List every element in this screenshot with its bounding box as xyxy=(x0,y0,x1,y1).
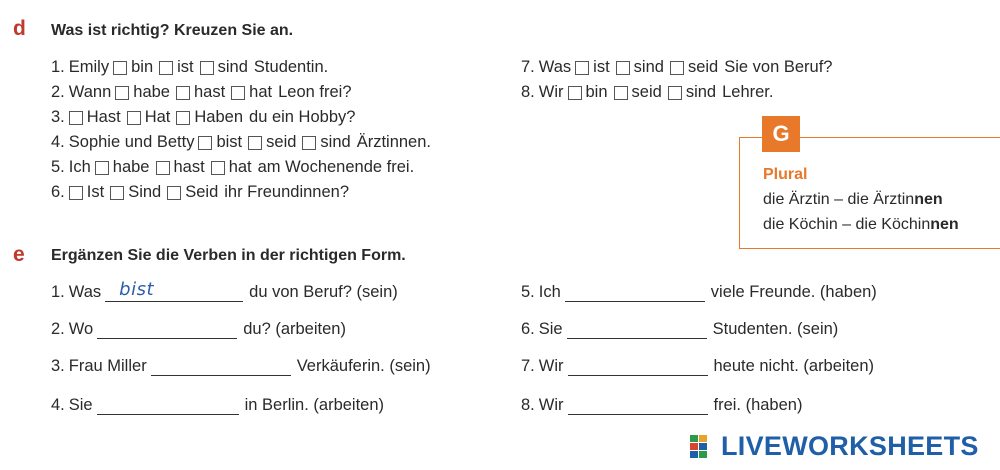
checkbox-exercise-line xyxy=(521,58,836,77)
option-label: Sind xyxy=(128,183,162,201)
option-label: hast xyxy=(173,158,205,176)
option-label: bin xyxy=(131,58,154,76)
fill-in-exercise-line xyxy=(521,396,806,415)
item-rest: Studenten. (sein) xyxy=(712,320,839,338)
checkbox[interactable] xyxy=(156,161,170,175)
item-subject: Frau Miller xyxy=(68,357,147,375)
item-subject: Wir xyxy=(538,396,564,414)
item-rest: heute nicht. (arbeiten) xyxy=(713,357,875,375)
checkbox[interactable] xyxy=(302,136,316,150)
item-number: 8. xyxy=(521,83,535,101)
item-number: 4. xyxy=(51,133,65,151)
checkbox[interactable] xyxy=(198,136,212,150)
item-number: 7. xyxy=(521,357,535,375)
item-number: 3. xyxy=(51,357,65,375)
item-subject: Was xyxy=(538,58,572,76)
fill-in-exercise-line xyxy=(51,320,350,339)
fill-in-exercise-line xyxy=(521,320,842,339)
option-sind[interactable] xyxy=(200,58,248,77)
option-hast[interactable] xyxy=(156,158,205,177)
checkbox[interactable] xyxy=(95,161,109,175)
fill-in-exercise-line xyxy=(521,283,881,302)
item-number: 2. xyxy=(51,320,65,338)
option-label: bist xyxy=(216,133,243,151)
option-label: sind xyxy=(633,58,664,76)
option-ist[interactable] xyxy=(69,183,104,202)
option-label: hast xyxy=(193,83,226,101)
checkbox[interactable] xyxy=(127,111,141,125)
option-hat[interactable] xyxy=(211,158,252,177)
option-ist[interactable] xyxy=(575,58,610,77)
option-label: sind xyxy=(320,133,351,151)
answer-blank[interactable] xyxy=(568,396,708,415)
option-hast[interactable] xyxy=(69,108,121,127)
item-subject: Ich xyxy=(538,283,561,301)
option-seid[interactable] xyxy=(167,183,218,202)
option-haben[interactable] xyxy=(176,108,243,127)
option-seid[interactable] xyxy=(614,83,662,102)
section-d-title: Was ist richtig? Kreuzen Sie an. xyxy=(51,22,294,39)
option-sind[interactable] xyxy=(110,183,161,202)
option-habe[interactable] xyxy=(115,83,170,102)
item-rest: am Wochenende frei. xyxy=(257,158,415,176)
checkbox[interactable] xyxy=(69,111,83,125)
option-bin[interactable] xyxy=(113,58,153,77)
item-subject: Sophie und Betty xyxy=(68,133,195,151)
answer-blank[interactable] xyxy=(97,320,237,339)
checkbox-exercise-line xyxy=(521,83,777,102)
section-e-letter: e xyxy=(13,243,25,266)
option-label: hat xyxy=(249,83,273,101)
item-number: 8. xyxy=(521,396,535,414)
checkbox-exercise-line xyxy=(51,83,356,102)
item-number: 5. xyxy=(521,283,535,301)
checkbox[interactable] xyxy=(110,186,124,200)
option-bist[interactable] xyxy=(198,133,242,152)
item-subject: Wir xyxy=(538,83,564,101)
checkbox-exercise-line xyxy=(51,108,359,127)
answer-blank[interactable] xyxy=(567,320,707,339)
item-subject: Sie xyxy=(538,320,563,338)
checkbox[interactable] xyxy=(159,61,173,75)
checkbox-exercise-line xyxy=(51,158,418,177)
item-number: 6. xyxy=(51,183,65,201)
checkbox[interactable] xyxy=(248,136,262,150)
item-rest: Leon frei? xyxy=(278,83,352,101)
item-rest: frei. (haben) xyxy=(713,396,803,414)
answer-blank[interactable] xyxy=(565,283,705,302)
item-number: 1. xyxy=(51,283,65,301)
grammar-line-1: die Ärztin – die Ärztinnen xyxy=(763,191,943,208)
item-rest: Sie von Beruf? xyxy=(724,58,833,76)
item-rest: du von Beruf? (sein) xyxy=(249,283,398,301)
option-habe[interactable] xyxy=(95,158,150,177)
option-label: ist xyxy=(177,58,194,76)
checkbox[interactable] xyxy=(69,186,83,200)
item-rest: Studentin. xyxy=(253,58,329,76)
option-label: Seid xyxy=(185,183,219,201)
checkbox[interactable] xyxy=(614,86,628,100)
option-label: habe xyxy=(133,83,170,101)
option-seid[interactable] xyxy=(248,133,296,152)
item-number: 2. xyxy=(51,83,65,101)
option-sind[interactable] xyxy=(668,83,716,102)
answer-blank[interactable] xyxy=(151,357,291,376)
checkbox[interactable] xyxy=(167,186,181,200)
item-rest: in Berlin. (arbeiten) xyxy=(244,396,385,414)
item-rest: Ärztinnen. xyxy=(356,133,431,151)
option-hast[interactable] xyxy=(176,83,225,102)
grammar-tab: G xyxy=(762,116,800,152)
checkbox[interactable] xyxy=(568,86,582,100)
item-number: 3. xyxy=(51,108,65,126)
option-label: bin xyxy=(585,83,608,101)
option-sind[interactable] xyxy=(616,58,664,77)
option-label: sind xyxy=(685,83,717,101)
option-label: Hast xyxy=(86,108,121,126)
grammar-line-2: die Köchin – die Köchinnen xyxy=(763,216,959,233)
brand-name: LIVEWORKSHEETS xyxy=(721,431,979,461)
item-subject: Ich xyxy=(68,158,91,176)
section-e-title: Ergänzen Sie die Verben in der richtigen Form. xyxy=(51,247,406,264)
checkbox-exercise-line xyxy=(51,133,435,152)
option-label: seid xyxy=(631,83,662,101)
item-rest: Lehrer. xyxy=(722,83,774,101)
liveworksheets-logo-icon xyxy=(690,434,718,460)
handwritten-answer: bist xyxy=(119,279,155,300)
checkbox[interactable] xyxy=(616,61,630,75)
option-label: seid xyxy=(266,133,297,151)
checkbox[interactable] xyxy=(668,86,682,100)
section-d-letter: d xyxy=(13,17,26,40)
checkbox-exercise-line xyxy=(51,183,353,202)
checkbox[interactable] xyxy=(115,86,129,100)
option-label: ist xyxy=(593,58,610,76)
item-rest: du ein Hobby? xyxy=(249,108,356,126)
checkbox-exercise-line xyxy=(51,58,332,77)
answer-blank[interactable] xyxy=(105,279,243,302)
item-subject: Was xyxy=(68,283,102,301)
item-number: 4. xyxy=(51,396,65,414)
item-number: 7. xyxy=(521,58,535,76)
option-label: habe xyxy=(112,158,150,176)
item-rest: du? (arbeiten) xyxy=(243,320,346,338)
checkbox[interactable] xyxy=(231,86,245,100)
checkbox[interactable] xyxy=(113,61,127,75)
option-seid[interactable] xyxy=(670,58,718,77)
answer-blank[interactable] xyxy=(568,357,708,376)
checkbox[interactable] xyxy=(211,161,225,175)
item-subject: Wann xyxy=(68,83,112,101)
item-subject: Sie xyxy=(68,396,93,414)
item-number: 5. xyxy=(51,158,65,176)
item-subject: Wir xyxy=(538,357,564,375)
option-bin[interactable] xyxy=(568,83,608,102)
item-number: 6. xyxy=(521,320,535,338)
checkbox[interactable] xyxy=(670,61,684,75)
item-number: 1. xyxy=(51,58,65,76)
item-rest: viele Freunde. (haben) xyxy=(710,283,877,301)
item-rest: ihr Freundinnen? xyxy=(224,183,349,201)
answer-blank[interactable] xyxy=(97,396,239,415)
option-label: sind xyxy=(217,58,248,76)
item-subject: Wo xyxy=(68,320,94,338)
fill-in-exercise-line xyxy=(51,279,402,302)
option-label: Haben xyxy=(194,108,244,126)
checkbox[interactable] xyxy=(176,111,190,125)
option-hat[interactable] xyxy=(127,108,171,127)
option-label: Hat xyxy=(144,108,171,126)
checkbox[interactable] xyxy=(200,61,214,75)
item-subject: Emily xyxy=(68,58,110,76)
option-label: Ist xyxy=(86,183,105,201)
liveworksheets-brand xyxy=(690,431,979,462)
option-hat[interactable] xyxy=(231,83,272,102)
grammar-heading: Plural xyxy=(763,166,808,183)
item-rest: Verkäuferin. (sein) xyxy=(296,357,431,375)
checkbox[interactable] xyxy=(575,61,589,75)
option-sind[interactable] xyxy=(302,133,350,152)
option-label: seid xyxy=(687,58,719,76)
option-ist[interactable] xyxy=(159,58,194,77)
option-label: hat xyxy=(228,158,252,176)
checkbox[interactable] xyxy=(176,86,190,100)
fill-in-exercise-line xyxy=(51,396,388,415)
fill-in-exercise-line xyxy=(521,357,878,376)
fill-in-exercise-line xyxy=(51,357,435,376)
